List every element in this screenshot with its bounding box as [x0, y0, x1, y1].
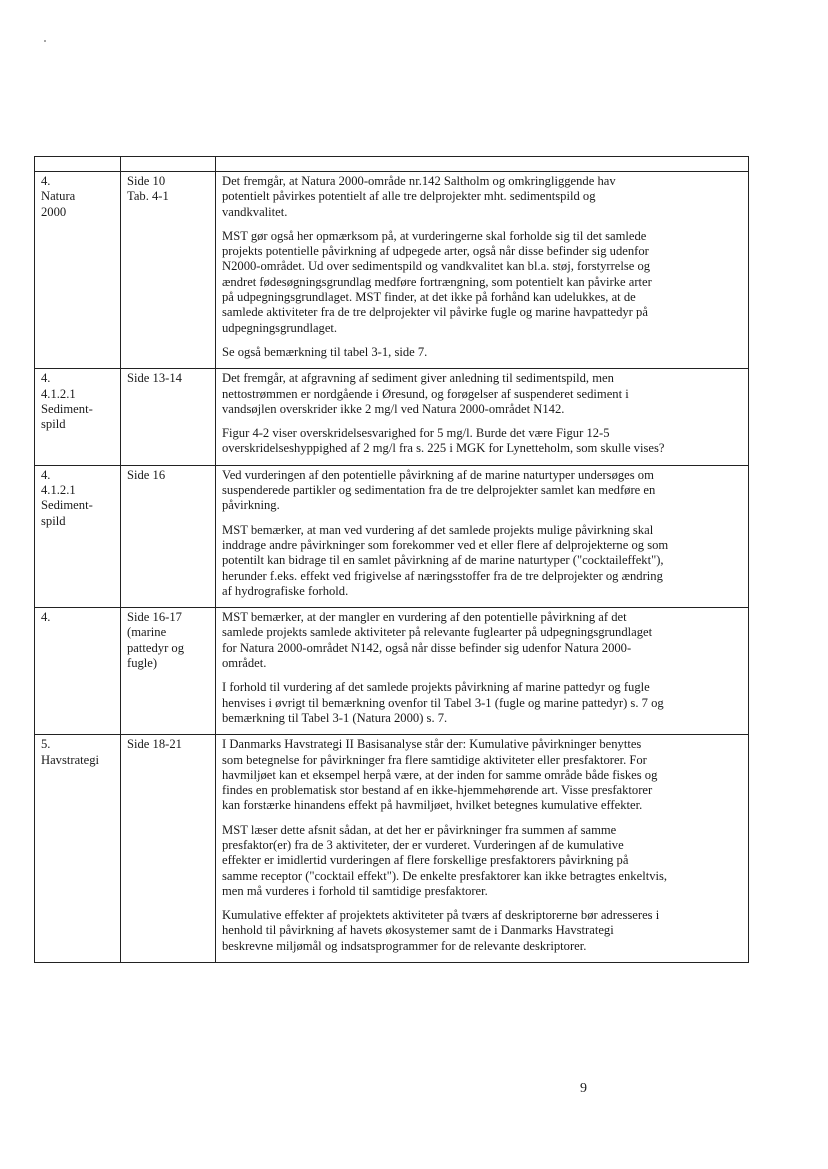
comment-paragraph: I Danmarks Havstrategi II Basisanalyse står der: Kumulative påvirkninger benyttes som betegnelse for påvirkninger fra flere samtidige aktiviteter eller presfaktorer. For havmiljøet kan et eksempel herpå være, at der inden for samme område både fiskes og findes en problematisk stor bestand af en ikke-hjemmehørende art. Visse presfaktorer kan forstærke hinandens effekt på havmiljøet, hvilket betegnes kumulative effekter.	[222, 737, 658, 813]
comment-paragraph: Det fremgår, at Natura 2000-område nr.142 Saltholm og omkringliggende hav potentielt påvirkes potentielt af alle tre delprojekter mht. sedimentspild og vandkvalitet.	[222, 174, 616, 219]
header-cell-section	[35, 157, 121, 172]
comment-cell	[216, 172, 749, 369]
comment-cell	[216, 369, 749, 465]
comment-cell	[216, 465, 749, 607]
section-label: 5. Havstrategi	[41, 737, 100, 767]
section-cell	[35, 172, 121, 369]
table-row	[35, 172, 749, 369]
table-row	[35, 608, 749, 735]
table-header-row	[35, 157, 749, 172]
comment-paragraph: Se også bemærkning til tabel 3-1, side 7.	[222, 344, 428, 359]
section-label: 4. Natura 2000	[41, 174, 76, 219]
table-body	[35, 172, 749, 963]
section-cell	[35, 465, 121, 607]
reference-cell	[121, 608, 216, 735]
comment-paragraph: Det fremgår, at afgravning af sediment giver anledning til sedimentspild, men nettostrømmen er nordgående i Øresund, og forøgelser af suspenderet sediment i vandsøjlen overskrider ikke 2 mg/l ved Natura 2000-området N142.	[222, 371, 629, 416]
section-cell	[35, 608, 121, 735]
comment-paragraph: MST bemærker, at der mangler en vurdering af den potentielle påvirkning af det samlede projekts samlede aktiviteter på relevante fuglearter på udpegningsgrundlaget for Natura 2000-området N142, også når disse befinder sig udenfor Natura 2000- området.	[222, 610, 653, 671]
page-reference: Side 18-21	[127, 737, 182, 752]
section-cell	[35, 735, 121, 963]
comment-paragraph: MST bemærker, at man ved vurdering af det samlede projekts mulige påvirkning skal inddrage andre påvirkninger som forekommer ved et eller flere af delprojekterne og som potentilt kan bidrage til en samlet påvirkning af de marine naturtyper ("cocktaileffekt"), herunder f.eks. effekt ved frigivelse af næringsstoffer fra de tre delprojekter og ændring af hydrografiske forhold.	[222, 522, 669, 598]
comment-cell	[216, 608, 749, 735]
reference-cell	[121, 735, 216, 963]
reference-cell	[121, 172, 216, 369]
section-label: 4. 4.1.2.1 Sediment- spild	[41, 371, 93, 432]
comment-paragraph: Kumulative effekter af projektets aktiviteter på tværs af deskriptorerne bør adresseres i henhold til påvirkning af havets økosystemer samt de i Danmarks Havstrategi beskrevne miljømål og indsatsprogrammer for de relevante deskriptorer.	[222, 908, 660, 953]
comment-paragraph: MST gør også her opmærksom på, at vurderingerne skal forholde sig til det samlede projekts potentielle påvirkning af udpegede arter, også når disse befinder sig udenfor N2000-området. Ud over sedimentspild og vandkvalitet kan bl.a. støj, forstyrrelse og ændret fødesøgningsgrundlag medføre fortrængning, som potentielt kan påvirke arter på udpegningsgrundlaget. MST finder, at det ikke på forhånd kan udelukkes, at de samlede aktiviteter fra de tre delprojekter vil påvirke fugle og marine havpattedyr på udpegningsgrundlaget.	[222, 228, 652, 335]
page-reference: Side 16-17 (marine pattedyr og fugle)	[127, 610, 185, 671]
table-row	[35, 465, 749, 607]
section-label: 4. 4.1.2.1 Sediment- spild	[41, 467, 93, 528]
reference-cell	[121, 369, 216, 465]
comment-cell	[216, 735, 749, 963]
page-reference: Side 16	[127, 467, 166, 482]
comment-paragraph: Figur 4-2 viser overskridelsesvarighed for 5 mg/l. Burde det være Figur 12-5 overskridelseshyppighed af 2 mg/l fra s. 225 i MGK for Lynetteholm, som skulle vises?	[222, 426, 665, 456]
page-number: 9	[580, 1081, 587, 1096]
header-cell-comment	[216, 157, 749, 172]
comment-paragraph: I forhold til vurdering af det samlede projekts påvirkning af marine pattedyr og fugle henvises i øvrigt til bemærkning ovenfor til Tabel 3-1 (fugle og marine pattedyr) s. 7 og bemærkning til Tabel 3-1 (Natura 2000) s. 7.	[222, 680, 664, 725]
scan-speck	[44, 40, 46, 42]
page-reference: Side 13-14	[127, 371, 182, 386]
reference-cell	[121, 465, 216, 607]
header-cell-reference	[121, 157, 216, 172]
comment-paragraph: MST læser dette afsnit sådan, at det her er påvirkninger fra summen af samme presfaktor(er) fra de 3 aktiviteter, der er vurderet. Vurderingen af de kumulative effekter er imidlertid vurderingen af flere forskellige presfaktorers påvirkning på samme receptor ("cocktail effekt"). De enkelte presfaktorer kan ikke betragtes enkeltvis, men må vurderes i forhold til samtidige presfaktorer.	[222, 822, 668, 898]
table-row	[35, 369, 749, 465]
comment-paragraph: Ved vurderingen af den potentielle påvirkning af de marine naturtyper undersøges om suspenderede partikler og sedimentation fra de tre delprojekter samlet kan medføre en påvirkning.	[222, 467, 656, 513]
section-label: 4.	[41, 610, 51, 625]
comments-table	[34, 156, 749, 963]
table-row	[35, 735, 749, 963]
section-cell	[35, 369, 121, 465]
page-reference: Side 10 Tab. 4-1	[127, 174, 169, 204]
